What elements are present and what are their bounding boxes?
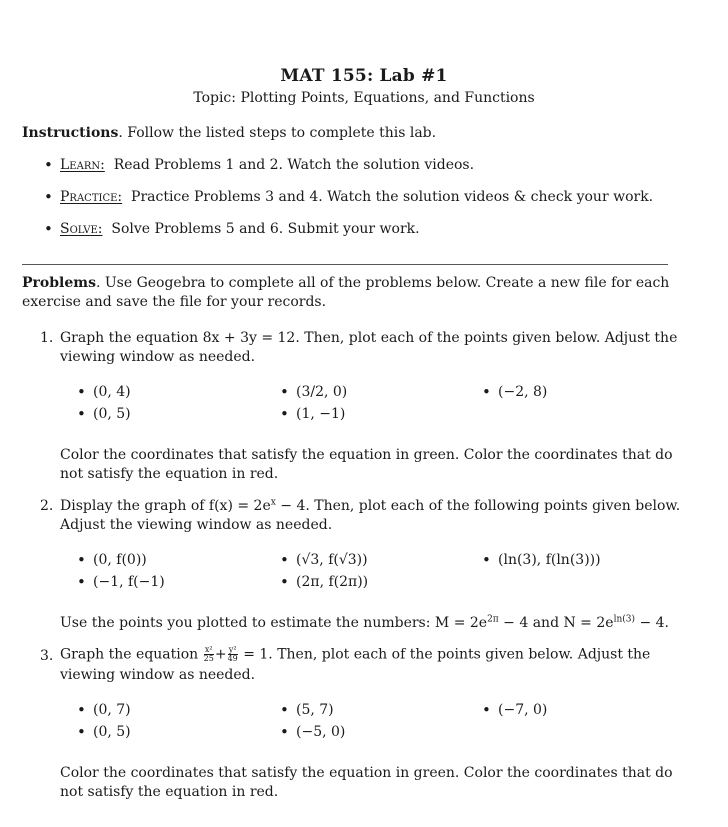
point-item: • (−2, 8) [498, 384, 547, 400]
instruction-step-practice [60, 189, 653, 205]
problem-1-note-cont: not satisfy the equation in red. [60, 466, 279, 482]
instructions-heading: Instructions [22, 125, 119, 141]
exponent: x [270, 497, 276, 508]
problem-number: 3. [40, 648, 54, 664]
exponent: 2π [487, 614, 499, 625]
point-item: • (3/2, 0) [296, 384, 347, 400]
fraction-numerator: x² [204, 645, 213, 654]
page-title: MAT 155: Lab #1 [280, 66, 448, 86]
instruction-step-solve [60, 221, 420, 237]
problem-1-statement-cont: viewing window as needed. [60, 349, 256, 365]
problem-2-note [60, 615, 669, 631]
problems-heading: Problems [22, 275, 96, 291]
fraction-denominator: 49 [227, 654, 238, 663]
point-item: • (0, 7) [93, 702, 131, 718]
point-item: • (0, 5) [93, 406, 131, 422]
problems-intro-text: . Use Geogebra to complete all of the problems below. Create a new file for each [95, 275, 670, 291]
problem-number: 1. [40, 330, 54, 346]
section-divider [22, 264, 668, 265]
problem-2-statement-cont: Adjust the viewing window as needed. [60, 517, 333, 533]
problem-3-statement-cont: viewing window as needed. [60, 667, 256, 683]
problem-number: 2. [40, 498, 54, 514]
note-text: Use the points you plotted to estimate the numbers: M = 2e [60, 615, 488, 631]
step-text: Solve Problems 5 and 6. Submit your work. [111, 221, 420, 237]
point-item: • (2π, f(2π)) [296, 574, 368, 590]
problems-intro-line1 [22, 275, 669, 291]
instructions-text: . Follow the listed steps to complete this lab. [118, 125, 437, 141]
statement-text: − 4. Then, plot each of the following points given below. [275, 498, 681, 514]
problem-3-statement: Graph the equation $\frac{\text{x²}}{25}$ + $\frac{\text{y²}}{49}$ = 1. Then, plot each of the points given below. Adjust the [60, 645, 651, 663]
point-item: • (5, 7) [296, 702, 334, 718]
fraction-numerator: y² [228, 645, 237, 654]
problem-3-note-cont: not satisfy the equation in red. [60, 784, 279, 800]
step-label: Solve: [60, 221, 103, 237]
problem-1-note: Color the coordinates that satisfy the equation in green. Color the coordinates that do [60, 447, 673, 463]
point-item: • (0, 5) [93, 724, 131, 740]
point-item: • (√3, f(√3)) [296, 552, 368, 568]
point-item: • (−5, 0) [296, 724, 345, 740]
point-item: • (−7, 0) [498, 702, 547, 718]
problem-1-statement: Graph the equation 8x + 3y = 12. Then, plot each of the points given below. Adjust the [60, 330, 678, 346]
point-item: • (0, f(0)) [93, 552, 147, 568]
point-item: • (0, 4) [93, 384, 131, 400]
problem-3-note: Color the coordinates that satisfy the equation in green. Color the coordinates that do [60, 765, 673, 781]
fraction-y [228, 646, 238, 663]
problems-intro-line2: exercise and save the file for your records. [22, 294, 327, 310]
exponent: ln(3) [613, 614, 635, 625]
point-item: • (1, −1) [296, 406, 345, 422]
step-label: Practice: [60, 189, 123, 205]
statement-text: Display the graph of f(x) = 2e [60, 498, 271, 514]
fraction-denominator: 25 [203, 654, 214, 663]
problem-2-statement [60, 498, 680, 514]
fraction-x [204, 646, 214, 663]
step-label: Learn: [60, 157, 105, 173]
note-text: − 4. [635, 615, 669, 631]
statement-text: Graph the equation [60, 646, 199, 663]
step-text: Read Problems 1 and 2. Watch the solution videos. [113, 157, 475, 173]
page-subtitle: Topic: Plotting Points, Equations, and Functions [193, 90, 535, 106]
instructions-paragraph [22, 125, 436, 141]
instruction-step-learn [60, 157, 474, 173]
point-item: • (−1, f(−1) [93, 574, 165, 590]
step-text: Practice Problems 3 and 4. Watch the solution videos & check your work. [131, 189, 654, 205]
point-item: • (ln(3), f(ln(3))) [498, 552, 601, 568]
statement-text: = 1. Then, plot each of the points given below. Adjust the [243, 646, 651, 663]
note-text: − 4 and N = 2e [498, 615, 614, 631]
